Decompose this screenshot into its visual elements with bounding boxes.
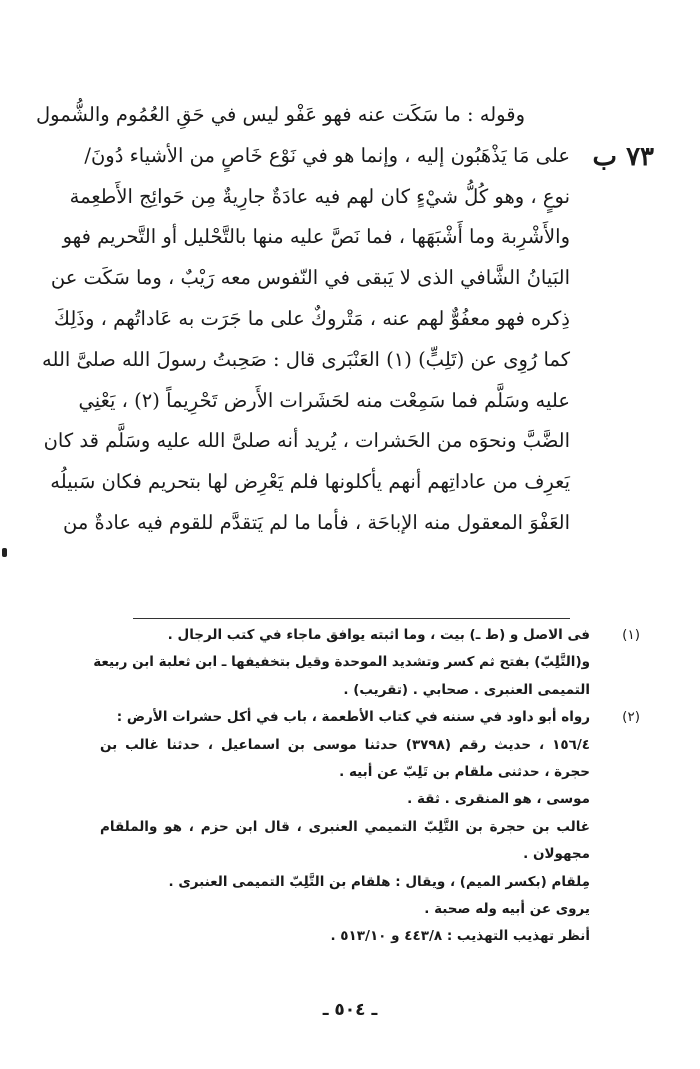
- footnote-line: و(التَّلِبّ) بفتح ثم كسر وتشديد الموحدة وقيل بتخفيفها ـ ابن ثعلبة ابن ربيعة: [93, 654, 590, 671]
- footnote-line: ١٥٦/٤ ، حديث رقم (٣٧٩٨) حدثنا موسى بن اسماعيل ، حدثنا غالب بن: [100, 736, 590, 753]
- page-number: ـ ٥٠٤ ـ: [322, 1000, 378, 1020]
- footnote-line: فى الاصل و (ط ـ) بيت ، وما اثبته يوافق ماجاء في كتب الرجال .: [167, 627, 590, 643]
- footnote-line: أنظر تهذيب التهذيب : ٤٤٣/٨ و ٥١٣/١٠ .: [330, 928, 590, 945]
- main-text-line: البَيانُ الشَّافي الذى لا يَبقى في النّفوس معه رَيْبٌ ، وما سَكَت عن: [50, 266, 570, 290]
- main-text-line: العَفْوَ المعقول منه الإباحَة ، فأما ما لم يَتقدَّم للقوم فيه عادةٌ من: [63, 510, 570, 534]
- manuscript-folio-marker: ٧٣ ب: [592, 142, 654, 172]
- main-text-line: على مَا يَذْهَبُون إليه ، وإنما هو في نَوْع خَاصٍ من الأشياء دُونَ/: [84, 143, 570, 167]
- main-text-line: عليه وسَلَّم فما سَمِعْت منه لحَشَرات الأَرض تَحْرِيماً (٢) ، يَعْنِي: [78, 388, 570, 412]
- footnote-number: (٢): [622, 709, 640, 726]
- main-text-line: الضَّبَّ ونحوَه من الحَشرات ، يُريد أنه صلىَّ الله عليه وسَلَّم قد كان: [43, 429, 570, 453]
- margin-ink-mark: [2, 548, 7, 557]
- main-text-line: كما رُوِى عن (تَلِبٍّ) (١) العَنْبَرى قال : صَحِبتُ رسولَ الله صلىَّ الله: [42, 347, 570, 371]
- footnote-line: يروى عن أبيه وله صحبة .: [424, 901, 590, 918]
- main-text-line: ذِكره فهو معفُوٌّ لهم عنه ، مَتْروكٌ على ما جَرَت به عَاداتُهم ، وذَلِكَ: [53, 306, 570, 330]
- footnote-number: (١): [622, 627, 640, 643]
- main-text-line: وقوله : ما سَكَت عنه فهو عَفْو ليس في حَقِ العُمُوم والشُّمول: [36, 103, 525, 126]
- footnote-line: رواه أبو داود في سننه في كتاب الأطعمة ، باب في أكل حشرات الأرض :: [116, 709, 590, 726]
- footnote-2: [100, 704, 640, 951]
- footnote-line: موسى ، هو المنقرى . ثقة .: [407, 791, 590, 808]
- main-text-block: [36, 95, 570, 544]
- footnotes-block: [93, 622, 640, 951]
- main-text-line: والأَشْرِبة وما أَشْبَهَها ، فما نَصَّ عليه منها بالتَّحْليل أو التَّحريم فهو: [62, 225, 570, 249]
- footnote-line: غالب بن حجرة بن التَّلِبّ التميمي العنبرى ، قال ابن حزم ، هو والملقام: [100, 818, 590, 835]
- main-text-line: نوعٍ ، وهو كُلُّ شيْءٍ كان لهم فيه عادَةٌ جارِيةٌ مِن حَوائِج الأَطعِمة: [69, 184, 570, 208]
- main-text-line: يَعرِف من عاداتِهم أنهم يأكلونها فلم يَعْرِض لها بتحريم فكان سَبيلُه: [50, 470, 570, 494]
- footnote-line: مِلقام (بكسر الميم) ، ويقال : هلقام بن التَّلِبّ التميمى العنبرى .: [168, 873, 590, 890]
- footnote-line: التميمى العنبرى . صحابي . (تقريب) .: [343, 681, 590, 698]
- footnote-divider: [133, 618, 570, 619]
- footnote-line: حجرة ، حدثنى ملقام بن تَلِبّ عن أبيه .: [339, 764, 590, 781]
- footnote-1: [93, 622, 640, 704]
- footnote-line: مجهولان .: [523, 846, 590, 863]
